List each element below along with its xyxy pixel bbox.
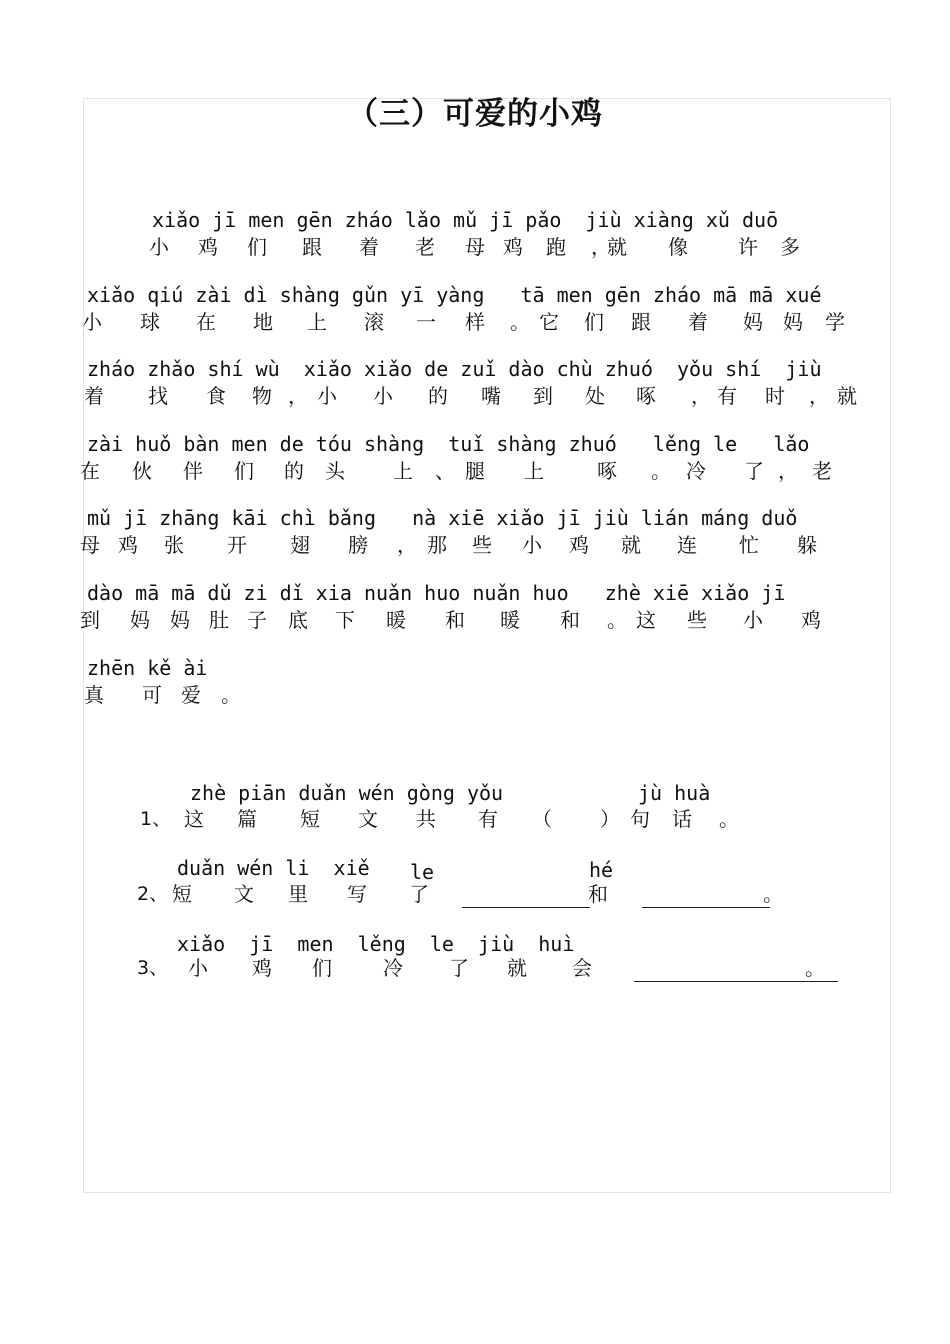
- hanzi-char: 伴: [183, 459, 203, 483]
- question-pinyin: le: [410, 860, 435, 884]
- hanzi-char: 小: [149, 235, 169, 259]
- question-hanzi: 了: [449, 956, 469, 980]
- hanzi-char: ，: [591, 235, 611, 259]
- hanzi-char: 球: [140, 310, 160, 334]
- answer-blank[interactable]: [462, 906, 590, 908]
- question-pinyin: duǎn wén li xiě: [177, 856, 370, 880]
- hanzi-char: 。: [510, 310, 530, 334]
- hanzi-char: 。: [607, 608, 627, 632]
- hanzi-char: 跑: [546, 235, 566, 259]
- hanzi-char: 们: [247, 235, 267, 259]
- question-hanzi: 鸡: [252, 956, 272, 980]
- question-hanzi: 冷: [383, 956, 403, 980]
- question-hanzi: 话: [672, 807, 692, 831]
- question-hanzi: 这: [184, 807, 204, 831]
- question-hanzi: （: [532, 807, 552, 831]
- pinyin-line: xiǎo jī men gēn zháo lǎo mǔ jī pǎo jiù xiàng xǔ duō: [152, 208, 779, 232]
- hanzi-char: 地: [253, 310, 273, 334]
- question-hanzi: 。: [763, 882, 783, 906]
- hanzi-char: 着: [688, 310, 708, 334]
- hanzi-char: 底: [288, 608, 308, 632]
- hanzi-char: 躲: [797, 533, 817, 557]
- pinyin-line: mǔ jī zhāng kāi chì bǎng nà xiē xiǎo jī jiù lián máng duǒ: [87, 506, 798, 530]
- hanzi-char: 真: [84, 683, 104, 707]
- hanzi-char: 跟: [631, 310, 651, 334]
- hanzi-char: 那: [427, 533, 447, 557]
- hanzi-char: 头: [325, 459, 345, 483]
- hanzi-char: 连: [677, 533, 697, 557]
- hanzi-char: 鸡: [198, 235, 218, 259]
- hanzi-char: 可: [142, 683, 162, 707]
- hanzi-char: 小: [317, 384, 337, 408]
- hanzi-char: 的: [284, 459, 304, 483]
- hanzi-char: 小: [522, 533, 542, 557]
- hanzi-char: 学: [825, 310, 845, 334]
- hanzi-char: 暖: [386, 608, 406, 632]
- pinyin-line: zháo zhǎo shí wù xiǎo xiǎo de zuǐ dào chù zhuó yǒu shí jiù: [87, 357, 822, 381]
- answer-blank[interactable]: [634, 980, 838, 982]
- hanzi-char: 肚: [209, 608, 229, 632]
- hanzi-char: 们: [234, 459, 254, 483]
- question-hanzi: 就: [507, 956, 527, 980]
- question-number: 2、: [137, 883, 169, 905]
- hanzi-char: 小: [373, 384, 393, 408]
- hanzi-char: 着: [84, 384, 104, 408]
- pinyin-line: zhēn kě ài: [87, 656, 208, 680]
- question-hanzi: 们: [312, 956, 332, 980]
- hanzi-char: 妈: [783, 310, 803, 334]
- question-hanzi: 短: [172, 882, 192, 906]
- hanzi-char: 在: [80, 459, 100, 483]
- hanzi-char: 和: [445, 608, 465, 632]
- hanzi-char: 暖: [500, 608, 520, 632]
- hanzi-char: 处: [585, 384, 605, 408]
- hanzi-char: 。: [221, 683, 241, 707]
- question-pinyin: zhè piān duǎn wén gòng yǒu: [190, 781, 504, 805]
- hanzi-char: 们: [584, 310, 604, 334]
- page-title: （三）可爱的小鸡: [347, 96, 603, 132]
- pinyin-line: zài huǒ bàn men de tóu shàng tuǐ shàng zhuó lěng le lǎo: [87, 432, 810, 456]
- hanzi-char: 多: [780, 235, 800, 259]
- hanzi-char: ，: [778, 459, 798, 483]
- hanzi-char: 着: [359, 235, 379, 259]
- hanzi-char: 伙: [132, 459, 152, 483]
- question-hanzi: 文: [234, 882, 254, 906]
- hanzi-char: 时: [765, 384, 785, 408]
- question-hanzi: 小: [188, 956, 208, 980]
- question-hanzi: 写: [347, 882, 367, 906]
- hanzi-char: 子: [247, 608, 267, 632]
- question-hanzi: 会: [572, 956, 592, 980]
- hanzi-char: 鸡: [569, 533, 589, 557]
- question-hanzi: 。: [805, 956, 825, 980]
- hanzi-char: 母: [465, 235, 485, 259]
- hanzi-char: 腿: [465, 459, 485, 483]
- hanzi-char: 食: [206, 384, 226, 408]
- question-pinyin: xiǎo jī men lěng le jiù huì: [177, 932, 575, 956]
- hanzi-char: 许: [738, 235, 758, 259]
- hanzi-char: ，: [809, 384, 829, 408]
- hanzi-char: 妈: [743, 310, 763, 334]
- hanzi-char: 滚: [364, 310, 384, 334]
- hanzi-char: 小: [82, 310, 102, 334]
- hanzi-char: 、: [435, 459, 455, 483]
- hanzi-char: 它: [539, 310, 559, 334]
- hanzi-char: 张: [164, 533, 184, 557]
- hanzi-char: 上: [393, 459, 413, 483]
- answer-blank[interactable]: [642, 906, 770, 908]
- page-border: [83, 98, 891, 1193]
- hanzi-char: ，: [288, 384, 308, 408]
- hanzi-char: 就: [607, 235, 627, 259]
- question-pinyin: hé: [589, 858, 614, 882]
- hanzi-char: 膀: [348, 533, 368, 557]
- hanzi-char: 到: [80, 608, 100, 632]
- question-hanzi: 短: [300, 807, 320, 831]
- hanzi-char: 和: [560, 608, 580, 632]
- hanzi-char: 冷: [686, 459, 706, 483]
- hanzi-char: 的: [428, 384, 448, 408]
- question-hanzi: 有: [478, 807, 498, 831]
- hanzi-char: 妈: [130, 608, 150, 632]
- question-hanzi: 共: [416, 807, 436, 831]
- question-hanzi: 句: [630, 807, 650, 831]
- hanzi-char: 了: [744, 459, 764, 483]
- question-hanzi: 文: [358, 807, 378, 831]
- hanzi-char: 啄: [597, 459, 617, 483]
- hanzi-char: 下: [335, 608, 355, 632]
- hanzi-char: 鸡: [503, 235, 523, 259]
- hanzi-char: 嘴: [481, 384, 501, 408]
- hanzi-char: 翅: [290, 533, 310, 557]
- hanzi-char: 像: [668, 235, 688, 259]
- hanzi-char: 母: [80, 533, 100, 557]
- hanzi-char: 有: [717, 384, 737, 408]
- hanzi-char: ，: [691, 384, 711, 408]
- hanzi-char: 。: [651, 459, 671, 483]
- question-hanzi: 。: [719, 807, 739, 831]
- hanzi-char: 些: [687, 608, 707, 632]
- hanzi-char: 小: [743, 608, 763, 632]
- question-hanzi: ）: [600, 807, 620, 831]
- hanzi-char: 老: [415, 235, 435, 259]
- hanzi-char: 上: [307, 310, 327, 334]
- hanzi-char: 啄: [636, 384, 656, 408]
- hanzi-char: 就: [837, 384, 857, 408]
- pinyin-line: dào mā mā dǔ zi dǐ xia nuǎn huo nuǎn huo zhè xiē xiǎo jī: [87, 581, 786, 605]
- hanzi-char: 上: [524, 459, 544, 483]
- question-hanzi: 了: [409, 882, 429, 906]
- question-hanzi: 里: [288, 882, 308, 906]
- hanzi-char: 鸡: [118, 533, 138, 557]
- hanzi-char: 爱: [181, 683, 201, 707]
- hanzi-char: 这: [636, 608, 656, 632]
- hanzi-char: 就: [621, 533, 641, 557]
- question-hanzi: 和: [588, 882, 608, 906]
- pinyin-line: xiǎo qiú zài dì shàng gǔn yī yàng tā men gēn zháo mā mā xué: [87, 283, 822, 307]
- hanzi-char: 到: [533, 384, 553, 408]
- question-number: 1、: [140, 808, 172, 830]
- hanzi-char: 跟: [302, 235, 322, 259]
- hanzi-char: 样: [465, 310, 485, 334]
- question-hanzi: 篇: [237, 807, 257, 831]
- hanzi-char: 在: [196, 310, 216, 334]
- hanzi-char: 些: [472, 533, 492, 557]
- hanzi-char: 忙: [739, 533, 759, 557]
- question-pinyin: jù huà: [638, 781, 711, 805]
- hanzi-char: ，: [397, 533, 417, 557]
- question-number: 3、: [137, 957, 169, 979]
- hanzi-char: 物: [252, 384, 272, 408]
- hanzi-char: 找: [148, 384, 168, 408]
- hanzi-char: 鸡: [801, 608, 821, 632]
- hanzi-char: 开: [227, 533, 247, 557]
- hanzi-char: 妈: [170, 608, 190, 632]
- hanzi-char: 老: [812, 459, 832, 483]
- hanzi-char: 一: [416, 310, 436, 334]
